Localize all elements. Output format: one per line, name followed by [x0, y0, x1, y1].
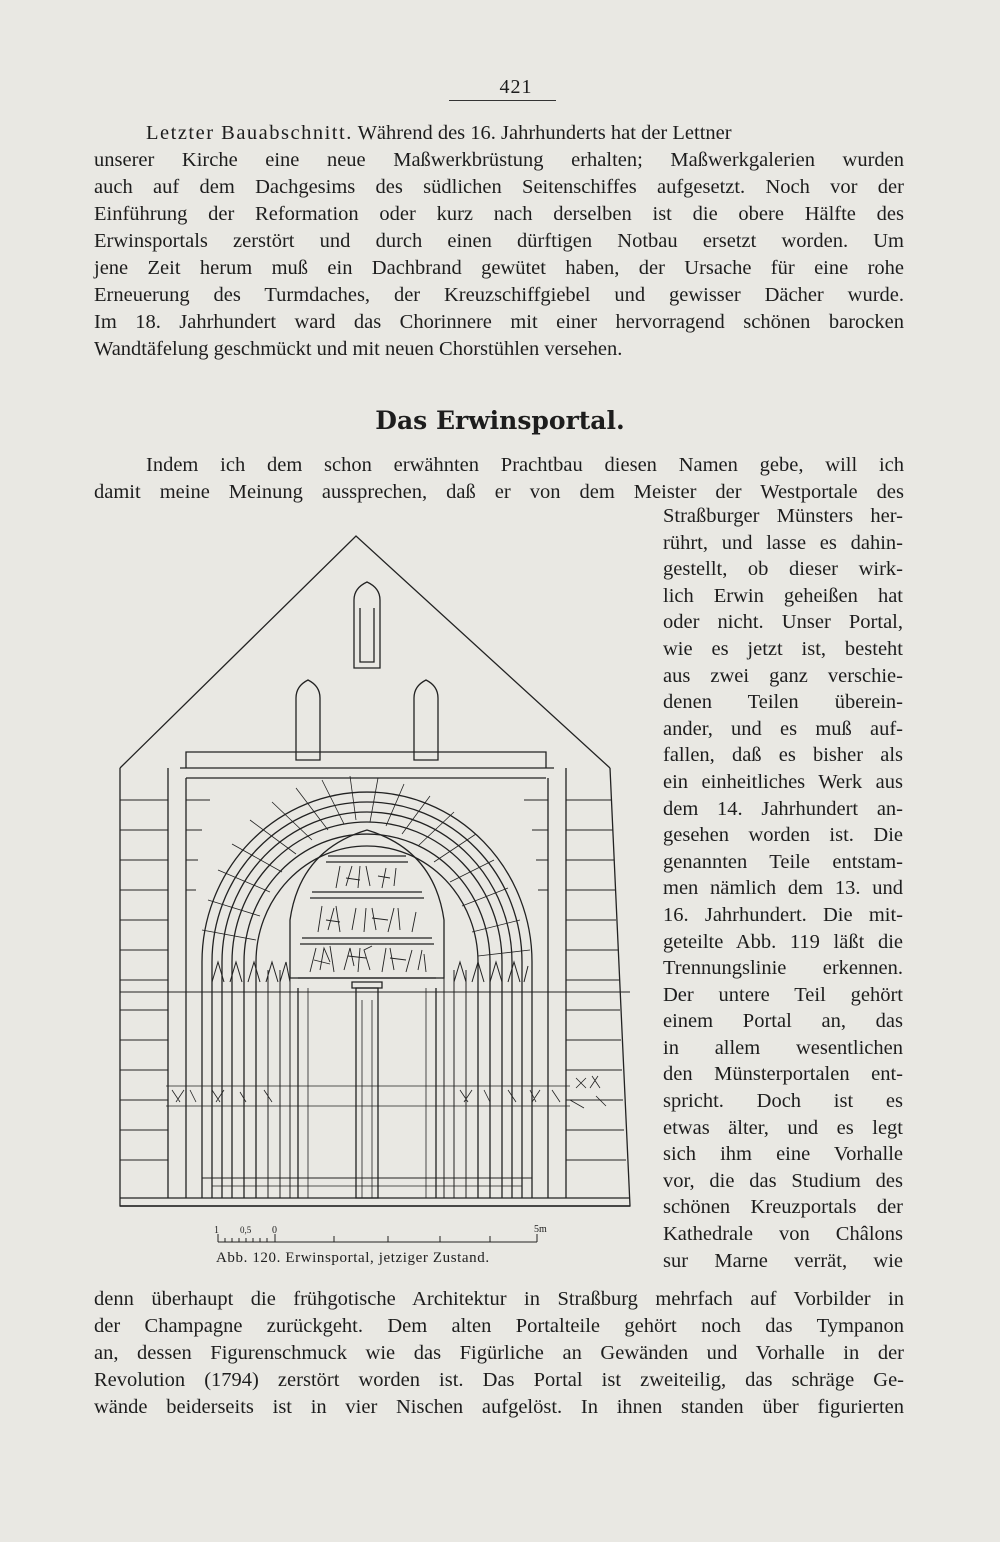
text-line: vor, die das Studium des	[663, 1169, 903, 1192]
text-line: Wandtäfelung geschmückt und mit neuen Chorstühlen versehen.	[94, 338, 623, 360]
text-line: Trennungslinie erkennen.	[663, 957, 903, 980]
page-number: 421	[499, 76, 533, 98]
text-line: in allem wesentlichen	[663, 1036, 903, 1059]
text-line: Im 18. Jahrhundert ward das Chorinnere mit einer hervorragend schönen barocken	[94, 311, 904, 333]
text-line: Straßburger Münsters her-	[663, 505, 903, 527]
scale-label: 5m	[534, 1224, 547, 1235]
scale-label: 0,5	[240, 1225, 252, 1235]
text-line: Der untere Teil gehört	[663, 983, 903, 1006]
portal-illustration	[100, 530, 640, 1250]
text-line: auch auf dem Dachgesims des südlichen Seitenschiffes aufgesetzt. Noch vor der	[94, 176, 904, 198]
text-line: geteilte Abb. 119 läßt die	[663, 930, 903, 953]
section-heading: Das Erwinsportal.	[375, 406, 625, 435]
text-line: dem 14. Jahrhundert an-	[663, 797, 903, 820]
text-line: oder nicht. Unser Portal,	[663, 611, 903, 634]
paragraph-bottom	[94, 1286, 904, 1421]
text-line: wie es jetzt ist, besteht	[663, 637, 903, 660]
text-line: schönen Kreuzportals der	[663, 1196, 903, 1219]
text-line: gestellt, ob dieser wirk-	[663, 558, 903, 581]
section-lead: Letzter Bauabschnitt.	[146, 122, 353, 144]
narrow-text-column	[663, 503, 903, 1274]
text-line: damit meine Meinung aussprechen, daß er von dem Meister der Westportale des	[94, 481, 904, 503]
text-line: denen Teilen überein-	[663, 691, 903, 714]
text-line: sich ihm eine Vorhalle	[663, 1143, 903, 1166]
text-line: etwas älter, und es legt	[663, 1116, 903, 1139]
page-number-rule	[449, 100, 556, 101]
figure-caption: Abb. 120. Erwinsportal, jetziger Zustand.	[216, 1250, 490, 1266]
text-line: unserer Kirche eine neue Maßwerkbrüstung erhalten; Maßwerkgalerien wurden	[94, 149, 904, 171]
paragraph-erwinsportal-intro	[94, 452, 904, 506]
text-line: Indem ich dem schon erwähnten Prachtbau diesen Namen gebe, will ich	[146, 454, 904, 476]
text-line: der Champagne zurückgeht. Dem alten Portalteile gehört noch das Tympanon	[94, 1315, 904, 1337]
paragraph-letzter-bauabschnitt	[94, 120, 904, 363]
text-line: Revolution (1794) zerstört worden ist. Das Portal ist zweiteilig, das schräge Ge-	[94, 1369, 904, 1391]
text-line: denn überhaupt die frühgotische Architektur in Straßburg mehrfach auf Vorbilder in	[94, 1288, 904, 1310]
text-line: Einführung der Reformation oder kurz nach derselben ist die obere Hälfte des	[94, 203, 904, 225]
text-line: aus zwei ganz verschie-	[663, 664, 903, 687]
text-line: gesehen worden ist. Die	[663, 824, 903, 847]
text-line: einem Portal an, das	[663, 1010, 903, 1033]
text-line: fallen, daß es bisher als	[663, 744, 903, 767]
text-line: sur Marne verrät, wie	[663, 1249, 903, 1272]
text-line: Kathedrale von Châlons	[663, 1223, 903, 1246]
text-line: ander, und es muß auf-	[663, 717, 903, 740]
text-line: jene Zeit herum muß ein Dachbrand gewütet haben, der Ursache für eine rohe	[94, 257, 904, 279]
text-line: lich Erwin geheißen hat	[663, 584, 903, 607]
text-line: genannten Teile entstam-	[663, 850, 903, 873]
text-line: men nämlich dem 13. und	[663, 877, 903, 900]
text-line: Erneuerung des Turmdaches, der Kreuzschiffgiebel und gewisser Dächer wurde.	[94, 284, 904, 306]
text-line: Während des 16. Jahrhunderts hat der Lettner	[352, 122, 732, 144]
text-line: rührt, und lasse es dahin-	[663, 531, 903, 554]
text-line: an, dessen Figurenschmuck wie das Figürliche an Gewänden und Vorhalle in der	[94, 1342, 904, 1364]
text-line: Erwinsportals zerstört und durch einen dürftigen Notbau ersetzt worden. Um	[94, 230, 904, 252]
scale-label: 0	[272, 1225, 277, 1236]
scale-label: 1	[214, 1225, 219, 1236]
text-line: ein einheitliches Werk aus	[663, 770, 903, 793]
text-line: spricht. Doch ist es	[663, 1090, 903, 1113]
text-line: 16. Jahrhundert. Die mit-	[663, 903, 903, 926]
text-line: den Münsterportalen ent-	[663, 1063, 903, 1086]
text-line: wände beiderseits ist in vier Nischen aufgelöst. In ihnen standen über figurierten	[94, 1396, 904, 1418]
